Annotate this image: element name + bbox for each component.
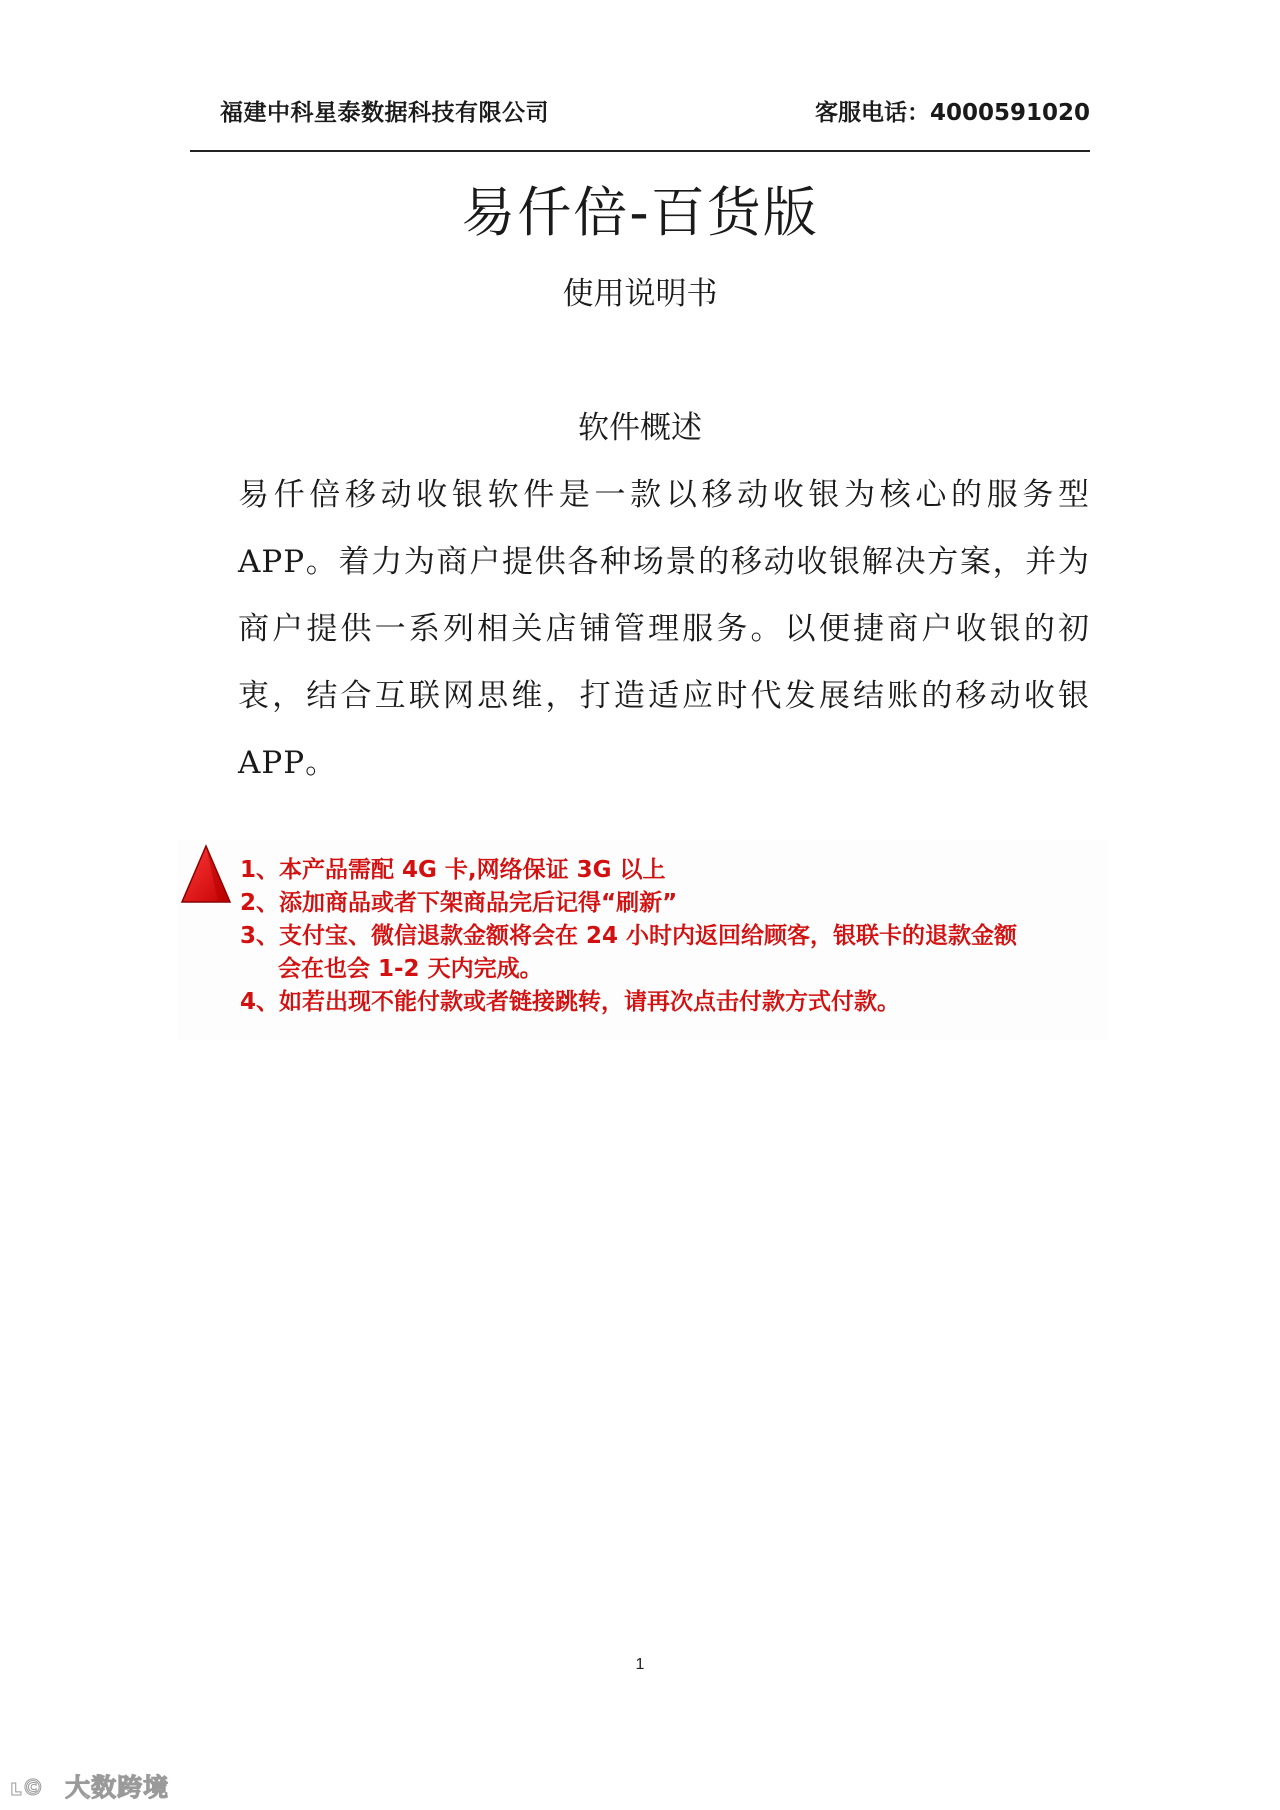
warning-triangle-icon bbox=[180, 842, 232, 906]
notice-item-3: 3、支付宝、微信退款金额将会在 24 小时内返回给顾客，银联卡的退款金额 bbox=[240, 923, 1018, 949]
watermark-text: 大数跨境 bbox=[65, 1773, 170, 1802]
watermark-logo-icon bbox=[8, 1771, 60, 1801]
overview-paragraph: 易仟倍移动收银软件是一款以移动收银为核心的服务型APP。着力为商户提供各种场景的移动收银解决方案，并为商户提供一系列相关店铺管理服务。以便捷商户收银的初衷，结合互联网思维，打造适应时代发展结账的移动收银 APP。 bbox=[238, 477, 1090, 781]
notice-item-4: 4、如若出现不能付款或者链接跳转，请再次点击付款方式付款。 bbox=[240, 989, 901, 1015]
page-number: 1 bbox=[635, 1656, 645, 1673]
section-heading: 软件概述 bbox=[578, 410, 702, 446]
svg-text:ʟ©: ʟ© bbox=[10, 1776, 44, 1801]
page-header bbox=[190, 88, 1090, 128]
notice-item-2: 2、添加商品或者下架商品完后记得“刷新” bbox=[240, 890, 678, 916]
notice-block bbox=[178, 840, 1108, 1040]
company-name: 福建中科星泰数据科技有限公司 bbox=[220, 100, 549, 126]
document-title: 易仟倍-百货版 bbox=[461, 181, 819, 244]
document-subtitle: 使用说明书 bbox=[562, 276, 718, 312]
notice-list bbox=[240, 854, 1017, 1019]
header-divider bbox=[190, 150, 1090, 152]
notice-item-3-continued: 会在也会 1-2 天内完成。 bbox=[278, 956, 543, 982]
customer-service-hotline: 客服电话：4000591020 bbox=[814, 100, 1090, 126]
watermark bbox=[8, 1768, 169, 1804]
notice-item-1: 1、本产品需配 4G 卡,网络保证 3G 以上 bbox=[240, 857, 666, 883]
